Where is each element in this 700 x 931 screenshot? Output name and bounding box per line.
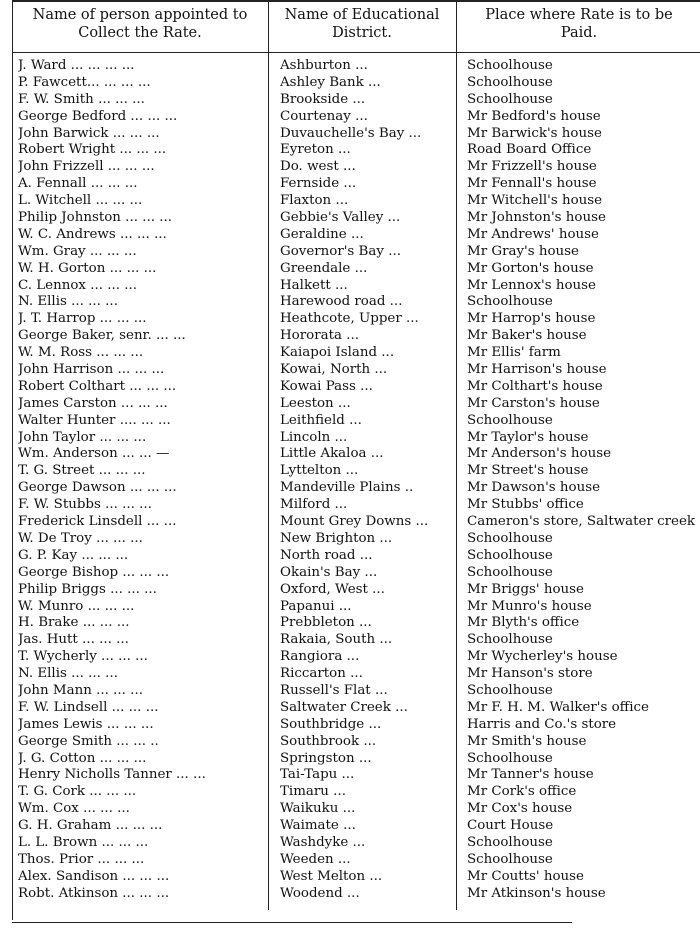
place-cell: Schoolhouse [467,750,553,766]
table-row [0,446,700,463]
table-row [0,818,700,835]
bottom-rule [12,922,572,923]
place-cell: Mr Frizzell's house [467,159,597,175]
place-cell: Schoolhouse [467,74,553,90]
place-cell: Mr Witchell's house [467,193,603,209]
place-cell: Mr Dawson's house [467,480,601,496]
table-row [0,430,700,447]
collector-cell: L. Witchell ... ... ... [18,193,143,209]
district-cell: Lyttelton ... [280,463,359,479]
table-row [0,362,700,379]
place-cell: Mr Fennall's house [467,176,597,192]
collector-cell: John Taylor ... ... ... [18,429,147,445]
place-cell: Mr Harrison's house [467,362,607,378]
district-cell: Duvauchelle's Bay ... [280,125,422,141]
table-row [0,463,700,480]
collector-cell: J. Ward ... ... ... ... [18,58,135,73]
table-row [0,649,700,666]
collector-cell: W. M. Ross ... ... ... [18,345,144,361]
table-row [0,565,700,582]
top-rule [12,0,700,2]
table-row [0,75,700,92]
collector-cell: F. W. Smith ... ... ... [18,91,145,107]
header-district-line-1: Name of Educational [284,7,440,23]
place-cell: Mr Wycherley's house [467,649,618,665]
collector-cell: John Harrison ... ... ... [18,362,165,378]
table-row [0,700,700,717]
district-cell: New Brighton ... [280,530,393,546]
collector-cell: T. Wycherly ... ... ... [18,649,148,665]
collector-cell: Philip Briggs ... ... ... [18,581,157,597]
collector-cell: W. C. Andrews ... ... ... [18,226,167,242]
header-collector [14,6,266,42]
table-row [0,92,700,109]
table-row [0,514,700,531]
table-row [0,531,700,548]
place-cell: Mr Briggs' house [467,581,584,597]
district-cell: Tai-Tapu ... [280,767,355,783]
place-cell: Mr Coutts' house [467,868,584,884]
district-cell: Southbrook ... [280,733,377,749]
table-row [0,767,700,784]
place-cell: Mr Andrews' house [467,226,599,242]
district-cell: Leithfield ... [280,412,362,428]
table-row [0,734,700,751]
table-row [0,599,700,616]
table-row [0,835,700,852]
place-cell: Mr Johnston's house [467,210,606,226]
district-cell: Waimate ... [280,818,356,834]
collector-cell: John Barwick ... ... ... [18,125,160,141]
place-cell: Mr Ellis' farm [467,345,561,361]
header-place-line-1: Place where Rate is to be [485,7,673,23]
district-cell: Southbridge ... [280,716,382,732]
collector-cell: George Smith ... ... .. [18,733,159,749]
district-cell: Timaru ... [280,784,346,800]
district-cell: Milford ... [280,497,348,513]
table-row [0,396,700,413]
district-cell: Woodend ... [280,885,360,901]
place-cell: Harris and Co.'s store [467,716,617,732]
table-row [0,176,700,193]
header-district [270,6,454,42]
district-cell: Kaiapoi Island ... [280,345,395,361]
district-cell: Geraldine ... [280,226,364,242]
place-cell: Mr Munro's house [467,598,592,614]
district-cell: Gebbie's Valley ... [280,210,401,226]
district-cell: Flaxton ... [280,193,349,209]
place-cell: Schoolhouse [467,412,553,428]
place-cell: Mr Cox's house [467,801,573,817]
place-cell: Schoolhouse [467,547,553,563]
place-cell: Cameron's store, Saltwater creek [467,514,695,530]
collector-cell: George Bishop ... ... ... [18,564,170,580]
place-cell: Mr Lennox's house [467,277,596,293]
place-cell: Schoolhouse [467,91,553,107]
collector-cell: W. H. Gorton ... ... ... [18,260,157,276]
district-cell: Oxford, West ... [280,581,385,597]
table-row [0,852,700,869]
place-cell: Schoolhouse [467,682,553,698]
place-cell: Mr Tanner's house [467,767,594,783]
collector-cell: N. Ellis ... ... ... [18,294,118,310]
table-row [0,261,700,278]
collector-cell: Walter Hunter .... ... ... [18,412,171,428]
district-cell: Russell's Flat ... [280,682,388,698]
table-row [0,227,700,244]
place-cell: Mr Blyth's office [467,615,580,631]
collector-cell: Robt. Atkinson ... ... ... [18,885,170,901]
table-row [0,801,700,818]
district-cell: Weeden ... [280,851,351,867]
place-cell: Schoolhouse [467,564,553,580]
district-cell: Rangiora ... [280,649,360,665]
collector-cell: J. G. Cotton ... ... ... [18,750,147,766]
table-row [0,548,700,565]
place-cell: Schoolhouse [467,58,553,73]
district-cell: Do. west ... [280,159,356,175]
district-cell: Greendale ... [280,260,368,276]
district-cell: Hororata ... [280,328,359,344]
collector-cell: George Dawson ... ... ... [18,480,177,496]
table-row [0,210,700,227]
table-row [0,159,700,176]
district-cell: Rakaia, South ... [280,632,393,648]
collector-cell: Frederick Linsdell ... ... [18,514,177,530]
header-district-line-2: District. [332,25,392,41]
collector-cell: Robert Wright ... ... ... [18,142,167,158]
table-row [0,413,700,430]
table-body [0,58,700,903]
place-cell: Schoolhouse [467,834,553,850]
place-cell: Mr Cork's office [467,784,577,800]
place-cell: Mr F. H. M. Walker's office [467,699,649,715]
district-cell: Eyreton ... [280,142,351,158]
district-cell: Kowai, North ... [280,362,388,378]
district-cell: West Melton ... [280,868,383,884]
collector-cell: L. L. Brown ... ... ... [18,834,149,850]
collector-cell: Henry Nicholls Tanner ... ... [18,767,206,783]
table-row [0,142,700,159]
district-cell: Courtenay ... [280,108,368,124]
place-cell: Mr Atkinson's house [467,885,606,901]
table-row [0,615,700,632]
collector-cell: George Bedford ... ... ... [18,108,178,124]
district-cell: Prebbleton ... [280,615,372,631]
header-rule [12,52,700,53]
table-row [0,109,700,126]
table-row [0,784,700,801]
collector-cell: N. Ellis ... ... ... [18,666,118,682]
table-row [0,311,700,328]
collector-cell: H. Brake ... ... ... [18,615,130,631]
collector-cell: F. W. Stubbs ... ... ... [18,497,152,513]
table-row [0,345,700,362]
collector-cell: A. Fennall ... ... ... [18,176,138,192]
collector-cell: W. Munro ... ... ... [18,598,135,614]
table-row [0,480,700,497]
district-cell: Governor's Bay ... [280,243,401,259]
collector-cell: Robert Colthart ... ... ... [18,378,177,394]
place-cell: Mr Baker's house [467,328,587,344]
district-cell: Mount Grey Downs ... [280,514,429,530]
place-cell: Mr Taylor's house [467,429,589,445]
district-cell: Lincoln ... [280,429,348,445]
table-row [0,717,700,734]
district-cell: Heathcote, Upper ... [280,311,419,327]
collector-cell: George Baker, senr. ... ... [18,328,186,344]
collector-cell: John Frizzell ... ... ... [18,159,155,175]
header-collector-line-2: Collect the Rate. [78,25,202,41]
place-cell: Mr Bedford's house [467,108,601,124]
collector-cell: W. De Troy ... ... ... [18,530,143,546]
table-row [0,886,700,903]
collector-cell: Thos. Prior ... ... ... [18,851,145,867]
collector-cell: T. G. Street ... ... ... [18,463,146,479]
place-cell: Schoolhouse [467,294,553,310]
table-row [0,632,700,649]
table-row [0,751,700,768]
collector-cell: J. T. Harrop ... ... ... [18,311,147,327]
table-row [0,869,700,886]
collector-cell: G. H. Graham ... ... ... [18,818,163,834]
collector-cell: Philip Johnston ... ... ... [18,210,173,226]
place-cell: Mr Anderson's house [467,446,612,462]
district-cell: Brookside ... [280,91,366,107]
district-cell: Riccarton ... [280,666,363,682]
collector-cell: Alex. Sandison ... ... ... [18,868,170,884]
place-cell: Mr Harrop's house [467,311,596,327]
place-cell: Mr Gray's house [467,243,579,259]
district-cell: Okain's Bay ... [280,564,378,580]
collector-cell: G. P. Kay ... ... ... [18,547,129,563]
district-cell: Saltwater Creek ... [280,699,408,715]
district-cell: Little Akaloa ... [280,446,384,462]
table-row [0,379,700,396]
table-row [0,278,700,295]
district-cell: Leeston ... [280,395,351,411]
place-cell: Mr Street's house [467,463,589,479]
place-cell: Schoolhouse [467,632,553,648]
header-collector-line-1: Name of person appointed to [32,7,248,23]
table-row [0,666,700,683]
district-cell: Waikuku ... [280,801,356,817]
table-row [0,193,700,210]
district-cell: North road ... [280,547,373,563]
place-cell: Mr Carston's house [467,395,600,411]
place-cell: Mr Colthart's house [467,378,603,394]
collector-cell: T. G. Cork ... ... ... [18,784,137,800]
table-row [0,58,700,75]
district-cell: Halkett ... [280,277,348,293]
table-row [0,294,700,311]
collector-cell: John Mann ... ... ... [18,682,143,698]
table-row [0,126,700,143]
collector-cell: F. W. Lindsell ... ... ... [18,699,159,715]
collector-cell: P. Fawcett... ... ... ... [18,74,151,90]
place-cell: Court House [467,818,554,834]
header-place-line-2: Paid. [560,25,598,41]
place-cell: Schoolhouse [467,851,553,867]
collector-cell: Jas. Hutt ... ... ... [18,632,129,648]
collector-cell: James Carston ... ... ... [18,395,168,411]
place-cell: Mr Stubbs' office [467,497,584,513]
place-cell: Mr Barwick's house [467,125,602,141]
district-cell: Papanui ... [280,598,352,614]
district-cell: Mandeville Plains .. [280,480,414,496]
place-cell: Mr Smith's house [467,733,587,749]
place-cell: Mr Gorton's house [467,260,594,276]
collector-cell: Wm. Cox ... ... ... [18,801,130,817]
district-cell: Ashley Bank ... [280,74,381,90]
collector-cell: Wm. Anderson ... ... — [18,446,170,462]
table-row [0,582,700,599]
place-cell: Schoolhouse [467,530,553,546]
district-cell: Kowai Pass ... [280,378,373,394]
collector-cell: Wm. Gray ... ... ... [18,243,137,259]
place-cell: Mr Hanson's store [467,666,593,682]
table-row [0,497,700,514]
district-cell: Fernside ... [280,176,357,192]
collector-cell: James Lewis ... ... ... [18,716,154,732]
table-row [0,328,700,345]
collector-cell: C. Lennox ... ... ... [18,277,138,293]
district-cell: Harewood road ... [280,294,403,310]
district-cell: Washdyke ... [280,834,366,850]
district-cell: Ashburton ... [280,58,368,73]
place-cell: Road Board Office [467,142,592,158]
header-place [458,6,700,42]
district-cell: Springston ... [280,750,372,766]
table-row [0,683,700,700]
table-row [0,244,700,261]
